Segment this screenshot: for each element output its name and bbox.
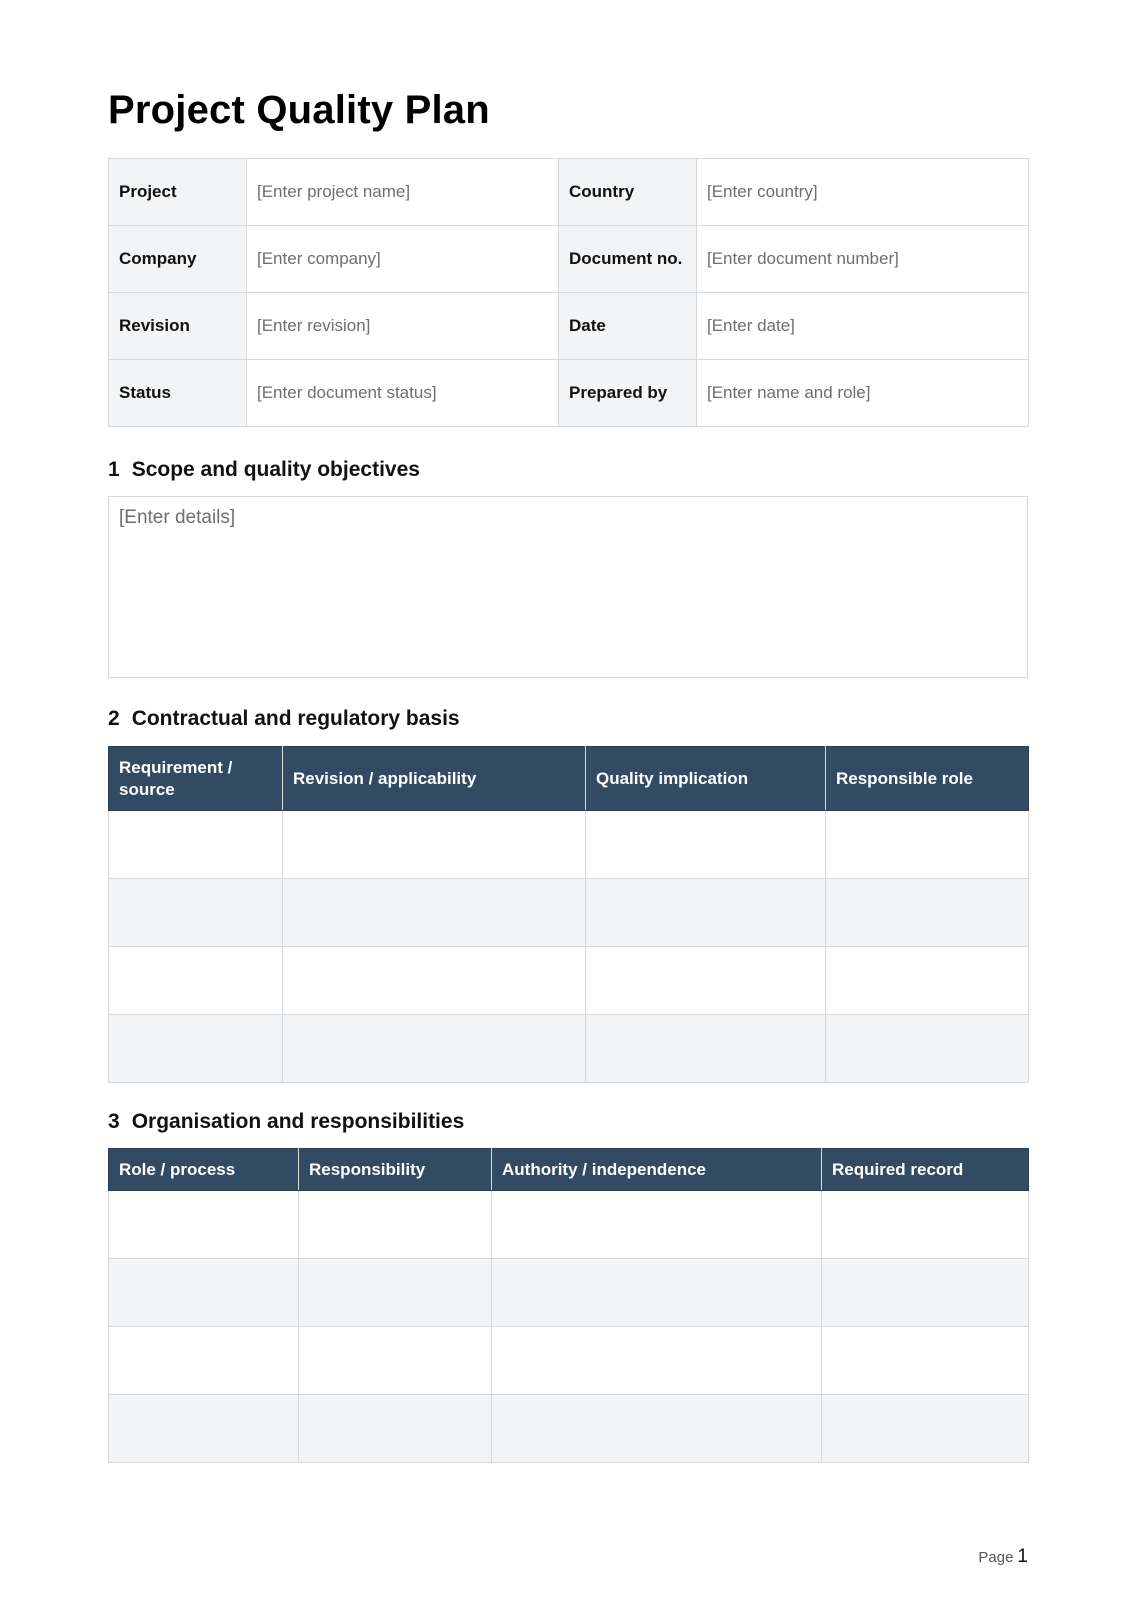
table-cell[interactable] xyxy=(826,947,1029,1015)
info-label: Project xyxy=(109,159,247,226)
table-row xyxy=(109,879,1029,947)
table-cell[interactable] xyxy=(299,1259,492,1327)
table-cell[interactable] xyxy=(826,1015,1029,1083)
column-header: Required record xyxy=(822,1149,1029,1191)
info-label: Country xyxy=(559,159,697,226)
table-cell[interactable] xyxy=(586,879,826,947)
table-cell[interactable] xyxy=(109,1327,299,1395)
project-name-field[interactable]: [Enter project name] xyxy=(247,159,559,226)
table-row xyxy=(109,1395,1029,1463)
table-cell[interactable] xyxy=(283,879,586,947)
country-field[interactable]: [Enter country] xyxy=(697,159,1029,226)
table-cell[interactable] xyxy=(822,1259,1029,1327)
page-label: Page xyxy=(978,1549,1014,1566)
page-footer xyxy=(978,1546,1028,1568)
info-label: Revision xyxy=(109,293,247,360)
table-cell[interactable] xyxy=(586,947,826,1015)
table-cell[interactable] xyxy=(283,811,586,879)
table-cell[interactable] xyxy=(299,1327,492,1395)
prepared-by-field[interactable]: [Enter name and role] xyxy=(697,360,1029,427)
table-row xyxy=(109,1015,1029,1083)
table-cell[interactable] xyxy=(283,1015,586,1083)
page-number: 1 xyxy=(1017,1546,1028,1567)
table-cell[interactable] xyxy=(109,1259,299,1327)
table-row xyxy=(109,811,1029,879)
info-label: Company xyxy=(109,226,247,293)
info-row xyxy=(109,159,1029,226)
table-cell[interactable] xyxy=(109,947,283,1015)
column-header: Revision / applicability xyxy=(283,747,586,811)
organisation-table xyxy=(108,1148,1029,1463)
info-row xyxy=(109,293,1029,360)
section-2-heading xyxy=(108,707,460,731)
section-number: 1 xyxy=(108,458,120,481)
info-label: Prepared by xyxy=(559,360,697,427)
column-header: Responsibility xyxy=(299,1149,492,1191)
table-cell[interactable] xyxy=(492,1395,822,1463)
section-title: Organisation and responsibilities xyxy=(131,1110,465,1133)
section-number: 2 xyxy=(108,707,120,730)
table-cell[interactable] xyxy=(109,1395,299,1463)
scope-details-field[interactable]: [Enter details] xyxy=(108,496,1028,678)
section-number: 3 xyxy=(108,1110,120,1133)
column-header: Authority / independence xyxy=(492,1149,822,1191)
table-cell[interactable] xyxy=(822,1327,1029,1395)
table-cell[interactable] xyxy=(822,1191,1029,1259)
table-cell[interactable] xyxy=(109,811,283,879)
table-cell[interactable] xyxy=(492,1259,822,1327)
column-header: Role / process xyxy=(109,1149,299,1191)
table-cell[interactable] xyxy=(586,1015,826,1083)
info-row xyxy=(109,226,1029,293)
table-row xyxy=(109,1327,1029,1395)
info-row xyxy=(109,360,1029,427)
section-1-heading xyxy=(108,458,420,482)
date-field[interactable]: [Enter date] xyxy=(697,293,1029,360)
table-cell[interactable] xyxy=(826,879,1029,947)
section-3-heading xyxy=(108,1110,464,1134)
section-title: Scope and quality objectives xyxy=(131,458,420,481)
document-number-field[interactable]: [Enter document number] xyxy=(697,226,1029,293)
status-field[interactable]: [Enter document status] xyxy=(247,360,559,427)
regulatory-basis-table xyxy=(108,746,1029,1083)
column-header: Responsible role xyxy=(826,747,1029,811)
table-row xyxy=(109,1191,1029,1259)
table-cell[interactable] xyxy=(109,879,283,947)
table-cell[interactable] xyxy=(283,947,586,1015)
table-header-row xyxy=(109,1149,1029,1191)
info-label: Date xyxy=(559,293,697,360)
table-row xyxy=(109,1259,1029,1327)
revision-field[interactable]: [Enter revision] xyxy=(247,293,559,360)
table-cell[interactable] xyxy=(109,1191,299,1259)
company-field[interactable]: [Enter company] xyxy=(247,226,559,293)
table-cell[interactable] xyxy=(826,811,1029,879)
table-cell[interactable] xyxy=(586,811,826,879)
table-cell[interactable] xyxy=(109,1015,283,1083)
table-cell[interactable] xyxy=(822,1395,1029,1463)
table-cell[interactable] xyxy=(492,1327,822,1395)
table-header-row xyxy=(109,747,1029,811)
table-cell[interactable] xyxy=(492,1191,822,1259)
page-title: Project Quality Plan xyxy=(108,88,490,132)
info-label: Status xyxy=(109,360,247,427)
table-cell[interactable] xyxy=(299,1191,492,1259)
column-header: Quality implication xyxy=(586,747,826,811)
table-cell[interactable] xyxy=(299,1395,492,1463)
project-info-table xyxy=(108,158,1029,427)
table-row xyxy=(109,947,1029,1015)
section-title: Contractual and regulatory basis xyxy=(131,707,460,730)
column-header: Requirement / source xyxy=(109,747,283,811)
info-label: Document no. xyxy=(559,226,697,293)
